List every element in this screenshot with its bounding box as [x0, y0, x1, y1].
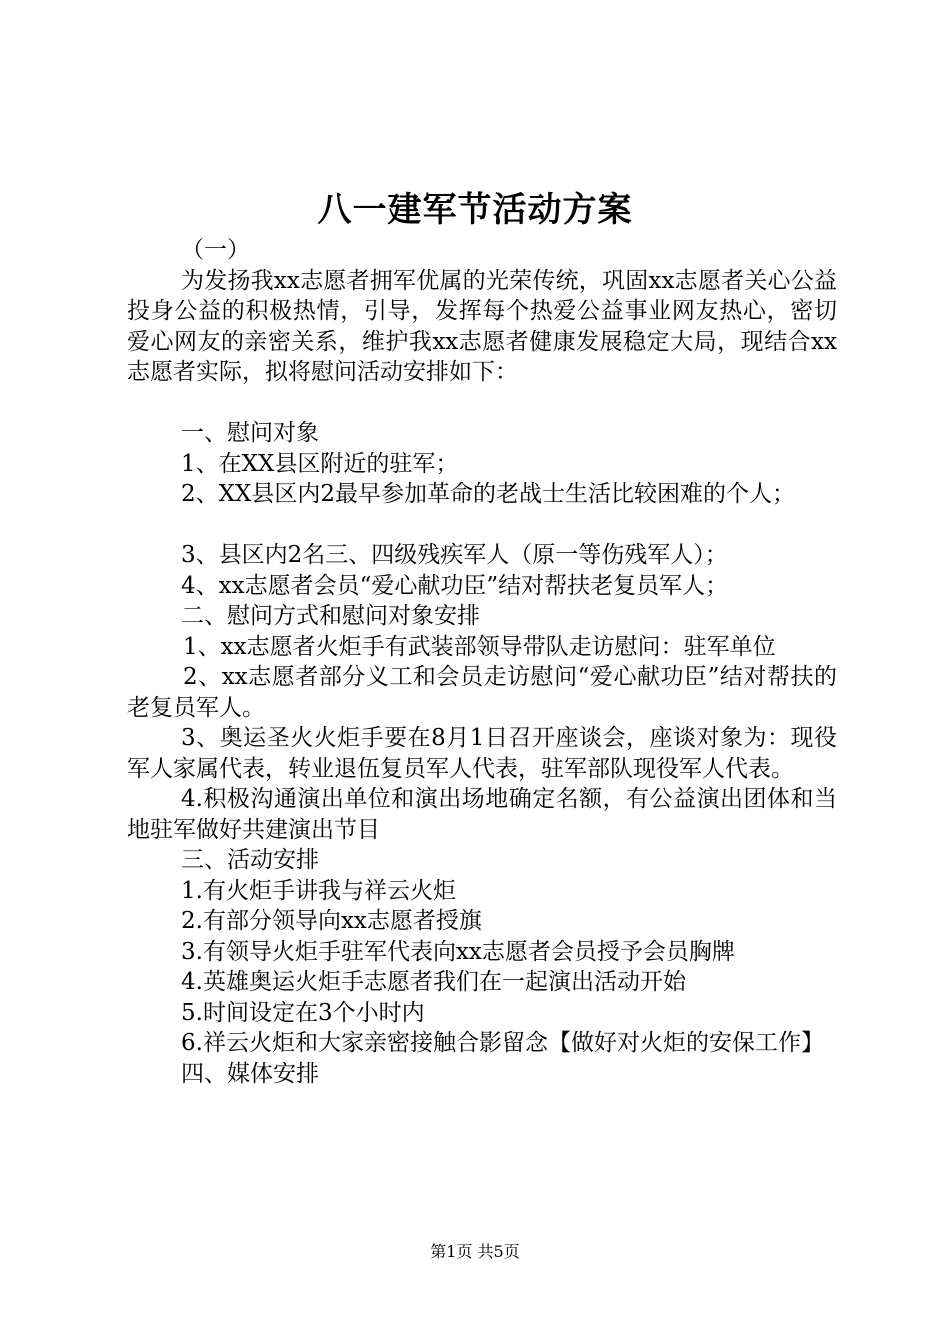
list-item: 2.有部分领导向xx志愿者授旗 [181, 908, 482, 934]
heading-activities: 三、活动安排 [181, 847, 319, 873]
section-number: （一） [181, 237, 250, 263]
list-item: 1、在XX县区附近的驻军； [181, 450, 459, 477]
list-item: 4、xx志愿者会员“爱心献功臣”结对帮扶老复员军人； [181, 572, 729, 599]
list-item: 6.祥云火炬和大家亲密接触合影留念【做好对火炬的安保工作】 [181, 1030, 824, 1056]
document-body [127, 235, 837, 1089]
blank-line [127, 388, 837, 419]
blank-line [127, 510, 837, 541]
list-item: 3、县区内2名三、四级残疾军人（原一等伤残军人）； [181, 542, 728, 568]
list-item: 4.英雄奥运火炬手志愿者我们在一起演出活动开始 [181, 969, 686, 995]
heading-methods: 二、慰问方式和慰问对象安排 [181, 603, 480, 629]
page-footer: 第1页 共5页 [430, 1242, 520, 1261]
list-item: 2、xx志愿者部分义工和会员走访慰问“爱心献功臣”结对帮扶的老复员军人。 [127, 664, 837, 721]
list-item: 4.积极沟通演出单位和演出场地确定名额，有公益演出团体和当地驻军做好共建演出节目 [127, 786, 837, 843]
heading-media: 四、媒体安排 [181, 1060, 319, 1087]
list-item: 3.有领导火炬手驻军代表向xx志愿者会员授予会员胸牌 [181, 938, 735, 965]
intro-paragraph: 为发扬我xx志愿者拥军优属的光荣传统，巩固xx志愿者关心公益投身公益的积极热情，引导，发挥每个热爱公益事业网友热心，密切爱心网友的亲密关系，维护我xx志愿者健康发展稳定大局，现结合xx志愿者实际，拟将慰问活动安排如下： [127, 267, 837, 385]
list-item: 2、XX县区内2最早参加革命的老战士生活比较困难的个人； [181, 481, 796, 507]
heading-objects: 一、慰问对象 [181, 420, 319, 446]
list-item: 3、奥运圣火火炬手要在8月1日召开座谈会，座谈对象为：现役军人家属代表，转业退伍复员军人代表，驻军部队现役军人代表。 [127, 725, 837, 782]
list-item: 5.时间设定在3个小时内 [181, 999, 425, 1026]
list-item: 1.有火炬手讲我与祥云火炬 [181, 877, 456, 904]
document-title: 八一建军节活动方案 [317, 190, 633, 230]
list-item: 1、xx志愿者火炬手有武装部领导带队走访慰问：驻军单位 [183, 633, 776, 660]
